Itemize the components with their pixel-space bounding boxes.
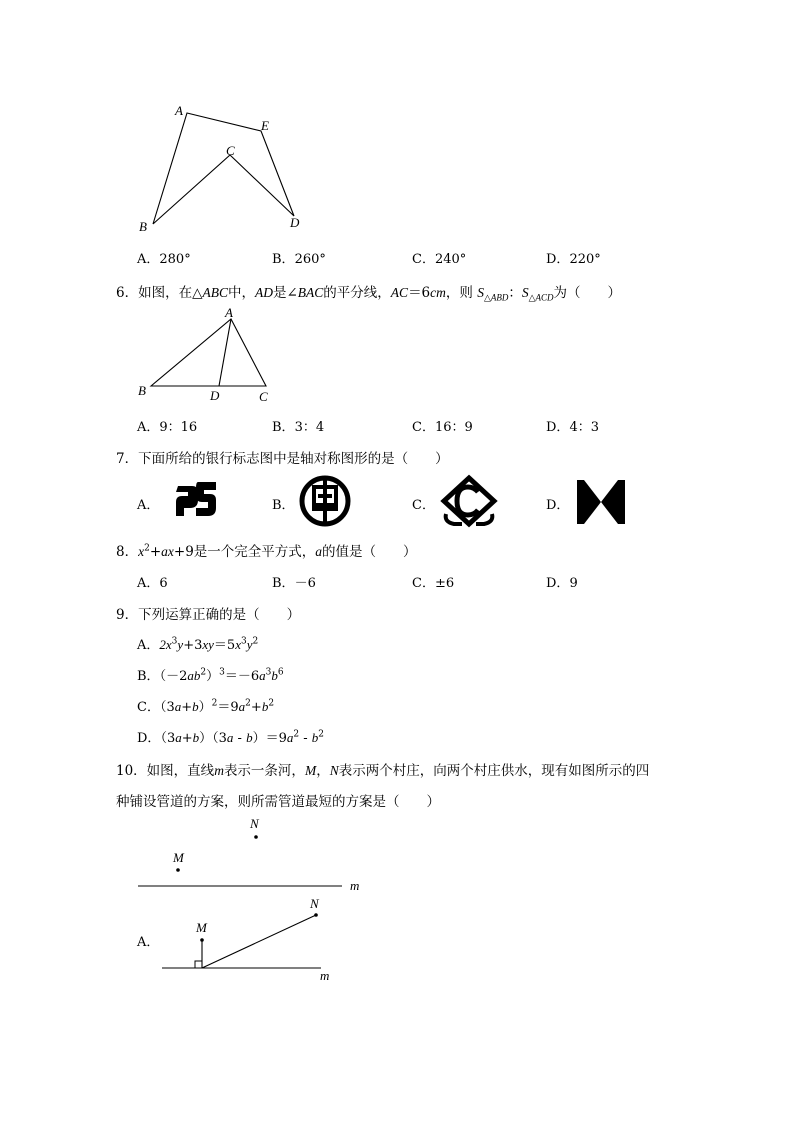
q9-option-b[interactable]: B．$(-2ab^2)^3=-6a^3b^6$ <box>137 667 284 684</box>
bank-logo-ss-icon <box>168 476 223 522</box>
q7-stem: 7．下面所给的银行标志图中是轴对称图形的是（ ） <box>116 451 449 467</box>
q6-label-b: B <box>138 383 146 398</box>
q5-option-b[interactable]: B．260° <box>272 252 326 267</box>
bank-logo-circle-icon <box>298 474 352 528</box>
q5-label-b: B <box>139 219 147 234</box>
q10-stem-line1: 10．如图，直线m表示一条河，M，N表示两个村庄，向两个村庄供水，现有如图所示的四 <box>116 763 650 779</box>
q9-option-c[interactable]: C．$(3a+b)^2=9a^2+b^2$ <box>137 698 275 715</box>
q5-option-a[interactable]: A．280° <box>137 252 191 267</box>
q10-stem-line2: 种铺设管道的方案，则所需管道最短的方案是（ ） <box>116 794 440 810</box>
q5-label-c: C <box>226 143 235 158</box>
q10-label-river-m: m <box>350 878 360 892</box>
q7-option-c[interactable]: C． <box>412 498 435 513</box>
q6-option-b[interactable]: B．3：4 <box>272 420 325 435</box>
bank-logo-bow-icon <box>574 476 628 528</box>
q10a-label-river-m: m <box>320 968 330 983</box>
q6-stem: 6．如图，在△ABC中，AD是∠BAC的平分线，AC＝6cm，则 $S_{\triangle ABD}$：$S_{\triangle ACD}$为（ ） <box>116 285 622 303</box>
q6-triangle <box>151 319 266 386</box>
q5-label-a: A <box>175 103 183 118</box>
q10-point-n <box>254 835 258 839</box>
q6-label-a: A <box>225 305 233 320</box>
q5-option-c[interactable]: C．240° <box>412 252 467 267</box>
q10-option-a[interactable]: A． <box>137 935 160 950</box>
q7-option-a[interactable]: A． <box>137 498 160 513</box>
q5-polygon <box>153 113 294 224</box>
q10a-right-angle-mark <box>195 961 202 968</box>
q6-figure <box>135 305 285 405</box>
q8-option-b[interactable]: B．－6 <box>272 576 316 591</box>
q7-option-d[interactable]: D． <box>546 498 570 513</box>
q10-label-m: M <box>173 850 184 865</box>
q6-option-d[interactable]: D．4：3 <box>546 420 599 435</box>
q8-option-c[interactable]: C．±6 <box>412 576 455 591</box>
q10a-label-n: N <box>310 896 319 911</box>
bank-logo-c-icon <box>438 474 500 528</box>
q5-figure <box>130 95 320 240</box>
q9-stem: 9．下列运算正确的是（ ） <box>116 607 301 623</box>
q9-option-d[interactable]: D．$(3a+b)(3a - b)=9a^2 - b^2$ <box>137 729 324 746</box>
q5-label-e: E <box>261 118 269 133</box>
q9-option-a[interactable]: A．$2x^3y+3xy=5x^3y^2$ <box>137 636 259 653</box>
q10a-pipe-pn <box>202 915 316 968</box>
q10a-label-m: M <box>196 920 207 935</box>
q6-option-c[interactable]: C．16：9 <box>412 420 473 435</box>
q6-label-d: D <box>210 388 220 403</box>
q6-bisector-ad <box>219 319 231 386</box>
q8-option-a[interactable]: A．6 <box>137 576 168 591</box>
q8-option-d[interactable]: D．9 <box>546 576 578 591</box>
q8-stem: 8．$x^2+ax+9$是一个完全平方式，a的值是（ ） <box>116 543 417 560</box>
q6-label-c: C <box>259 389 268 404</box>
q10-point-m <box>176 868 180 872</box>
q10-figure <box>130 812 380 892</box>
q6-option-a[interactable]: A．9：16 <box>137 420 198 435</box>
q10-option-a-figure <box>155 895 345 990</box>
q5-label-d: D <box>290 215 300 230</box>
q5-option-d[interactable]: D．220° <box>546 252 601 267</box>
q7-option-b[interactable]: B． <box>272 498 295 513</box>
q10-label-n: N <box>250 816 259 831</box>
